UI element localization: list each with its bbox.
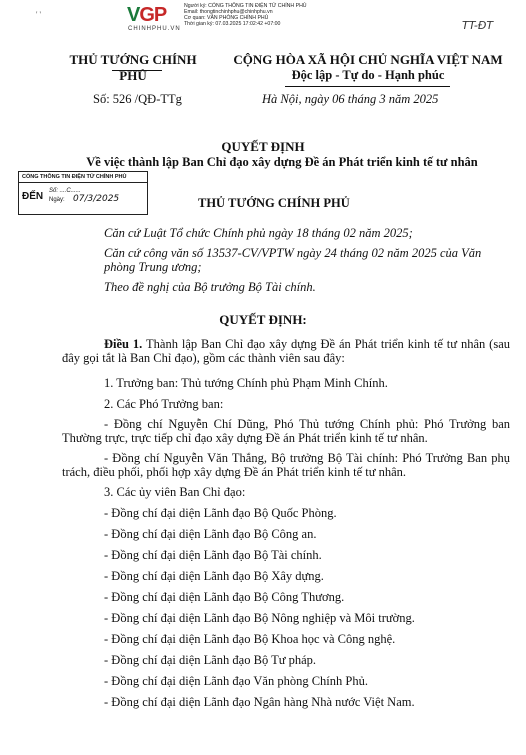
- digital-signature: [184, 3, 307, 27]
- list-item: 1. Trưởng ban: Thủ tướng Chính phủ Phạm Minh Chính.: [104, 376, 388, 390]
- signature-signer: Người ký: CỔNG THÔNG TIN ĐIỆN TỬ CHÍNH PHỦ: [184, 3, 307, 9]
- document-number: Số: 526 /QĐ-TTg: [93, 92, 182, 106]
- scan-marks: ' ': [36, 10, 41, 19]
- list-item: - Đồng chí Nguyễn Chí Dũng, Phó Thủ tướng Chính phủ: Phó Trưởng ban Thường trực, trực tiếp chỉ đạo xây dựng Đề án Phát triển kinh tế tư nhân.: [62, 417, 510, 445]
- member-item: - Đồng chí đại diện Lãnh đạo Bộ Tài chính.: [104, 548, 322, 562]
- legal-basis: Theo đề nghị của Bộ trưởng Bộ Tài chính.: [104, 280, 316, 294]
- issuing-authority: THỦ TƯỚNG CHÍNH PHỦ: [69, 52, 197, 83]
- member-item: - Đồng chí đại diện Lãnh đạo Bộ Quốc Phòng.: [104, 506, 337, 520]
- stamp-date-label: Ngày:: [49, 197, 65, 203]
- handwritten-corner-note: TT-ĐT: [462, 19, 494, 32]
- stamp-date: 07/3/2025: [73, 194, 120, 204]
- decision-heading: QUYẾT ĐỊNH:: [219, 312, 307, 327]
- article-1: [62, 337, 510, 365]
- article-text: Thành lập Ban Chỉ đạo xây dựng Đề án Phát triển kinh tế tư nhân (sau đây gọi tắt là Ban Chỉ đạo), gồm các thành viên sau đây:: [62, 337, 511, 365]
- member-item: - Đồng chí đại diện Lãnh đạo Bộ Nông nghiệp và Môi trường.: [104, 611, 415, 625]
- legal-basis: Căn cứ công văn số 13537-CV/VPTW ngày 24 tháng 02 năm 2025 của Văn phòng Trung ương;: [104, 246, 482, 274]
- member-item: - Đồng chí đại diện Lãnh đạo Bộ Khoa học và Công nghệ.: [104, 632, 396, 646]
- divider: [285, 86, 450, 87]
- legal-basis: Căn cứ Luật Tổ chức Chính phủ ngày 18 tháng 02 năm 2025;: [104, 226, 413, 240]
- document-subject: Về việc thành lập Ban Chỉ đạo xây dựng Đề án Phát triển kinh tế tư nhân: [86, 155, 478, 169]
- list-item: 3. Các ủy viên Ban Chỉ đạo:: [104, 485, 246, 499]
- signature-time: Thời gian ký: 07.03.2025 17:02:42 +07:00: [184, 21, 281, 27]
- national-motto: Độc lập - Tự do - Hạnh phúc: [291, 68, 445, 82]
- divider: [112, 70, 162, 71]
- member-item: - Đồng chí đại diện Lãnh đạo Bộ Công Thương.: [104, 590, 345, 604]
- stamp-number: Số: ....C......: [49, 188, 81, 194]
- document-title: QUYẾT ĐỊNH: [221, 139, 305, 154]
- article-label: Điều 1.: [104, 337, 143, 351]
- member-item: - Đồng chí đại diện Lãnh đạo Bộ Xây dựng.: [104, 569, 324, 583]
- received-stamp: [18, 171, 148, 215]
- stamp-heading: CỔNG THÔNG TIN ĐIỆN TỬ CHÍNH PHỦ: [19, 172, 147, 183]
- country-name: CỘNG HÒA XÃ HỘI CHỦ NGHĨA VIỆT NAM: [233, 52, 503, 67]
- issue-date: Hà Nội, ngày 06 tháng 3 năm 2025: [262, 92, 439, 106]
- logo-subtitle: CHINHPHU.VN: [128, 26, 181, 32]
- authority-heading: THỦ TƯỚNG CHÍNH PHỦ: [198, 196, 350, 210]
- vgp-logo: VGP: [127, 4, 167, 26]
- list-item: 2. Các Phó Trưởng ban:: [104, 397, 224, 411]
- member-item: - Đồng chí đại diện Lãnh đạo Bộ Tư pháp.: [104, 653, 317, 667]
- member-item: - Đồng chí đại diện Lãnh đạo Văn phòng Chính Phủ.: [104, 674, 368, 688]
- stamp-den: ĐẾN: [22, 191, 44, 202]
- list-item: - Đồng chí Nguyễn Văn Thắng, Bộ trưởng Bộ Tài chính: Phó Trưởng Ban phụ trách, điều phối, phối hợp xây dựng Đề án Phát triển kinh tế tư nhân.: [62, 451, 510, 479]
- signature-email: Email: thongtinchinhphu@chinhphu.vn: [184, 9, 273, 15]
- member-item: - Đồng chí đại diện Lãnh đạo Ngân hàng Nhà nước Việt Nam.: [104, 695, 415, 709]
- signature-agency: Cơ quan: VĂN PHÒNG CHÍNH PHỦ: [184, 15, 269, 21]
- member-item: - Đồng chí đại diện Lãnh đạo Bộ Công an.: [104, 527, 317, 541]
